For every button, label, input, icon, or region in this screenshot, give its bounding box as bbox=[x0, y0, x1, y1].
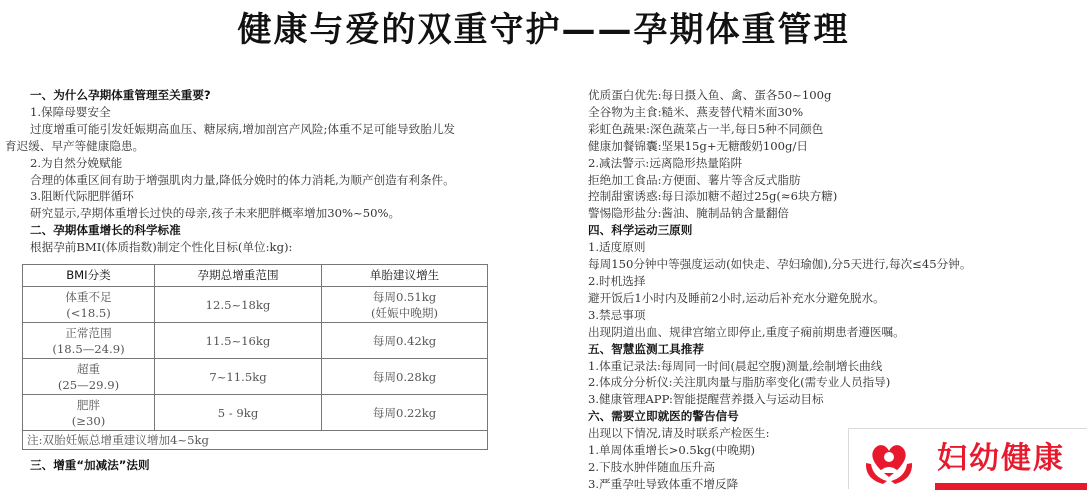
heart-hands-icon bbox=[863, 437, 915, 487]
paragraph-line: 出现阴道出血、规律宫缩立即停止,重度子痫前期患者遵医嘱。 bbox=[588, 324, 905, 339]
paragraph-line: 警惕隐形盐分:酱油、腌制品钠含量翻倍 bbox=[588, 206, 790, 221]
section-heading: 五、智慧监测工具推荐 bbox=[588, 341, 704, 356]
table-cell: 5 - 9kg bbox=[155, 395, 322, 431]
brand-logo bbox=[848, 428, 1087, 489]
table-cell: 11.5~16kg bbox=[155, 323, 322, 359]
paragraph-line: 优质蛋白优先:每日摄入鱼、禽、蛋各50~100g bbox=[588, 88, 832, 102]
paragraph: 根据孕前BMI(体质指数)制定个性化目标(单位:kg): bbox=[30, 240, 293, 255]
paragraph-line: 拒绝加工食品:方便面、薯片等含反式脂肪 bbox=[588, 172, 801, 187]
left-column bbox=[5, 87, 545, 474]
table-header: 单胎建议增生 bbox=[322, 265, 488, 287]
paragraph: 育迟缓、早产等健康隐患。 bbox=[5, 138, 145, 153]
paragraph-line: 3.健康管理APP:智能提醒营养摄入与运动目标 bbox=[588, 392, 824, 407]
table-header-row bbox=[23, 265, 488, 287]
section-heading-2: 二、孕期体重增长的科学标准 bbox=[30, 223, 181, 238]
section-heading: 四、科学运动三原则 bbox=[588, 223, 693, 238]
paragraph: 研究显示,孕期体重增长过快的母亲,孩子未来肥胖概率增加30%~50%。 bbox=[30, 206, 401, 221]
bmi-table bbox=[22, 264, 488, 450]
logo-text: 妇幼健康 bbox=[937, 441, 1065, 476]
table-row bbox=[23, 323, 488, 359]
subsection-title: 3.阻断代际肥胖循环 bbox=[30, 189, 134, 204]
table-cell: 超重 (25—29.9) bbox=[23, 359, 155, 395]
table-cell: 12.5~18kg bbox=[155, 287, 322, 323]
section-heading-3: 三、增重“加减法”法则 bbox=[30, 458, 150, 473]
paragraph-line: 健康加餐锦囊:坚果15g+无糖酸奶100g/日 bbox=[588, 138, 808, 153]
paragraph-line: 避开饭后1小时内及睡前2小时,运动后补充水分避免脱水。 bbox=[588, 290, 885, 305]
paragraph-line: 1.单周体重增长>0.5kg(中晚期) bbox=[588, 443, 756, 458]
table-cell: 每周0.51kg (妊娠中晚期) bbox=[322, 287, 488, 323]
page-title: 健康与爱的双重守护——孕期体重管理 bbox=[237, 10, 850, 50]
paragraph: 过度增重可能引发妊娠期高血压、糖尿病,增加剖宫产风险;体重不足可能导致胎儿发 bbox=[30, 121, 455, 136]
table-row bbox=[23, 287, 488, 323]
paragraph: 合理的体重区间有助于增强肌肉力量,降低分娩时的体力消耗,为顺产创造有利条件。 bbox=[30, 172, 455, 187]
table-cell: 正常范围 (18.5—24.9) bbox=[23, 323, 155, 359]
table-cell: 体重不足 (<18.5) bbox=[23, 287, 155, 323]
subsection-title: 2.为自然分娩赋能 bbox=[30, 155, 123, 170]
paragraph-line: 每周150分钟中等强度运动(如快走、孕妇瑜伽),分5天进行,每次≤45分钟。 bbox=[588, 257, 972, 272]
table-cell: 每周0.28kg bbox=[322, 359, 488, 395]
table-header: 孕期总增重范围 bbox=[155, 265, 322, 287]
table-row bbox=[23, 395, 488, 431]
paragraph-line: 3.禁忌事项 bbox=[588, 307, 646, 322]
subsection-title: 1.保障母婴安全 bbox=[30, 104, 111, 119]
paragraph-line: 1.适度原则 bbox=[588, 240, 646, 255]
table-note: 注:双胎妊娠总增重建议增加4~5kg bbox=[23, 431, 488, 450]
paragraph-line: 全谷物为主食:糙米、燕麦替代精米面30% bbox=[588, 104, 804, 119]
section-heading-1: 一、为什么孕期体重管理至关重要? bbox=[30, 88, 211, 102]
paragraph-line: 控制甜蜜诱惑:每日添加糖不超过25g(≈6块方糖) bbox=[588, 189, 838, 204]
table-cell: 7~11.5kg bbox=[155, 359, 322, 395]
paragraph-line: 2.下肢水肿伴随血压升高 bbox=[588, 459, 715, 474]
paragraph-line: 彩虹色蔬果:深色蔬菜占一半,每日5种不同颜色 bbox=[588, 121, 824, 136]
table-header: BMI分类 bbox=[23, 265, 155, 287]
table-cell: 每周0.22kg bbox=[322, 395, 488, 431]
paragraph-line: 2.减法警示:远离隐形热量陷阱 bbox=[588, 155, 743, 170]
paragraph-line: 出现以下情况,请及时联系产检医生: bbox=[588, 426, 770, 441]
table-cell: 每周0.42kg bbox=[322, 323, 488, 359]
table-note-row bbox=[23, 431, 488, 450]
table-row bbox=[23, 359, 488, 395]
paragraph-line: 2.时机选择 bbox=[588, 273, 646, 288]
paragraph-line: 2.体成分分析仪:关注肌肉量与脂肪率变化(需专业人员指导) bbox=[588, 375, 891, 390]
paragraph-line: 3.严重孕吐导致体重不增反降 bbox=[588, 476, 739, 491]
table-cell: 肥胖 (≥30) bbox=[23, 395, 155, 431]
paragraph-line: 1.体重记录法:每周同一时间(晨起空腹)测量,绘制增长曲线 bbox=[588, 358, 883, 373]
section-heading: 六、需要立即就医的警告信号 bbox=[588, 409, 739, 424]
